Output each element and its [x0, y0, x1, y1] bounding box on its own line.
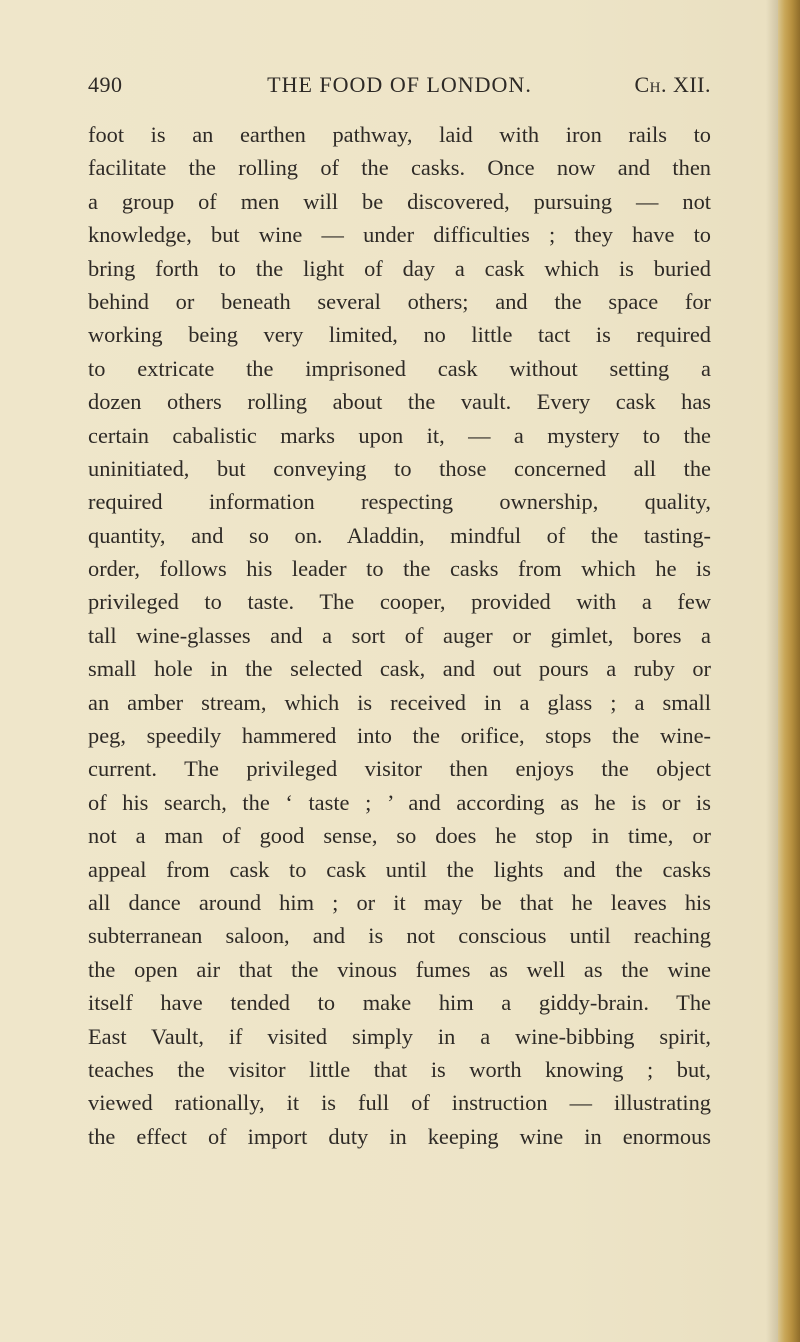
page-number: 490 — [88, 72, 123, 97]
binding-shadow — [766, 0, 778, 1342]
text-line: peg, speedily hammered into the orifice, stops the wine- — [88, 723, 711, 749]
body-text — [88, 118, 711, 1153]
text-line: foot is an earthen pathway, laid with iron rails to — [88, 122, 711, 147]
text-line: subterranean saloon, and is not conscious until reaching — [88, 923, 711, 949]
text-line: small hole in the selected cask, and out pours a ruby or — [88, 656, 711, 682]
running-title: THE FOOD OF LONDON. — [267, 72, 532, 97]
text-line: knowledge, but wine — under difficulties ; they have to — [88, 222, 711, 248]
chapter-reference: Ch. XII. — [634, 72, 711, 97]
text-line: facilitate the rolling of the casks. Once now and then — [88, 155, 711, 181]
binding-edge — [778, 0, 800, 1342]
text-line: not a man of good sense, so does he stop in time, or — [88, 823, 711, 849]
text-line: tall wine-glasses and a sort of auger or gimlet, bores a — [88, 622, 711, 648]
text-line: all dance around him ; or it may be that he leaves his — [88, 889, 711, 915]
text-line: a group of men will be discovered, pursuing — not — [88, 188, 711, 214]
text-line: the effect of import duty in keeping wine in enormous — [88, 1123, 711, 1149]
text-line: viewed rationally, it is full of instruction — illustrating — [88, 1090, 711, 1116]
text-line: privileged to taste. The cooper, provided with a few — [88, 589, 711, 615]
text-line: certain cabalistic marks upon it, — a mystery to the — [88, 422, 711, 448]
text-line: to extricate the imprisoned cask without setting a — [88, 355, 711, 381]
text-line: behind or beneath several others; and the space for — [88, 288, 711, 314]
text-line: the open air that the vinous fumes as well as the wine — [88, 956, 711, 982]
text-line: appeal from cask to cask until the lights and the casks — [88, 856, 711, 882]
text-line: itself have tended to make him a giddy-brain. The — [88, 990, 711, 1016]
text-line: order, follows his leader to the casks from which he is — [88, 556, 711, 582]
text-line: current. The privileged visitor then enjoys the object — [88, 756, 711, 782]
text-line: dozen others rolling about the vault. Every cask has — [88, 389, 711, 415]
text-line: an amber stream, which is received in a glass ; a small — [88, 689, 711, 715]
text-line: quantity, and so on. Aladdin, mindful of the tasting- — [88, 522, 711, 548]
text-line: East Vault, if visited simply in a wine-bibbing spirit, — [88, 1023, 711, 1049]
text-line: teaches the visitor little that is worth knowing ; but, — [88, 1056, 711, 1082]
text-line: uninitiated, but conveying to those concerned all the — [88, 455, 711, 481]
text-line: bring forth to the light of day a cask which is buried — [88, 255, 711, 281]
text-line: working being very limited, no little tact is required — [88, 322, 711, 348]
running-head — [88, 72, 711, 104]
text-line: of his search, the ‘ taste ; ’ and according as he is or is — [88, 789, 711, 815]
text-line: required information respecting ownership, quality, — [88, 489, 711, 515]
